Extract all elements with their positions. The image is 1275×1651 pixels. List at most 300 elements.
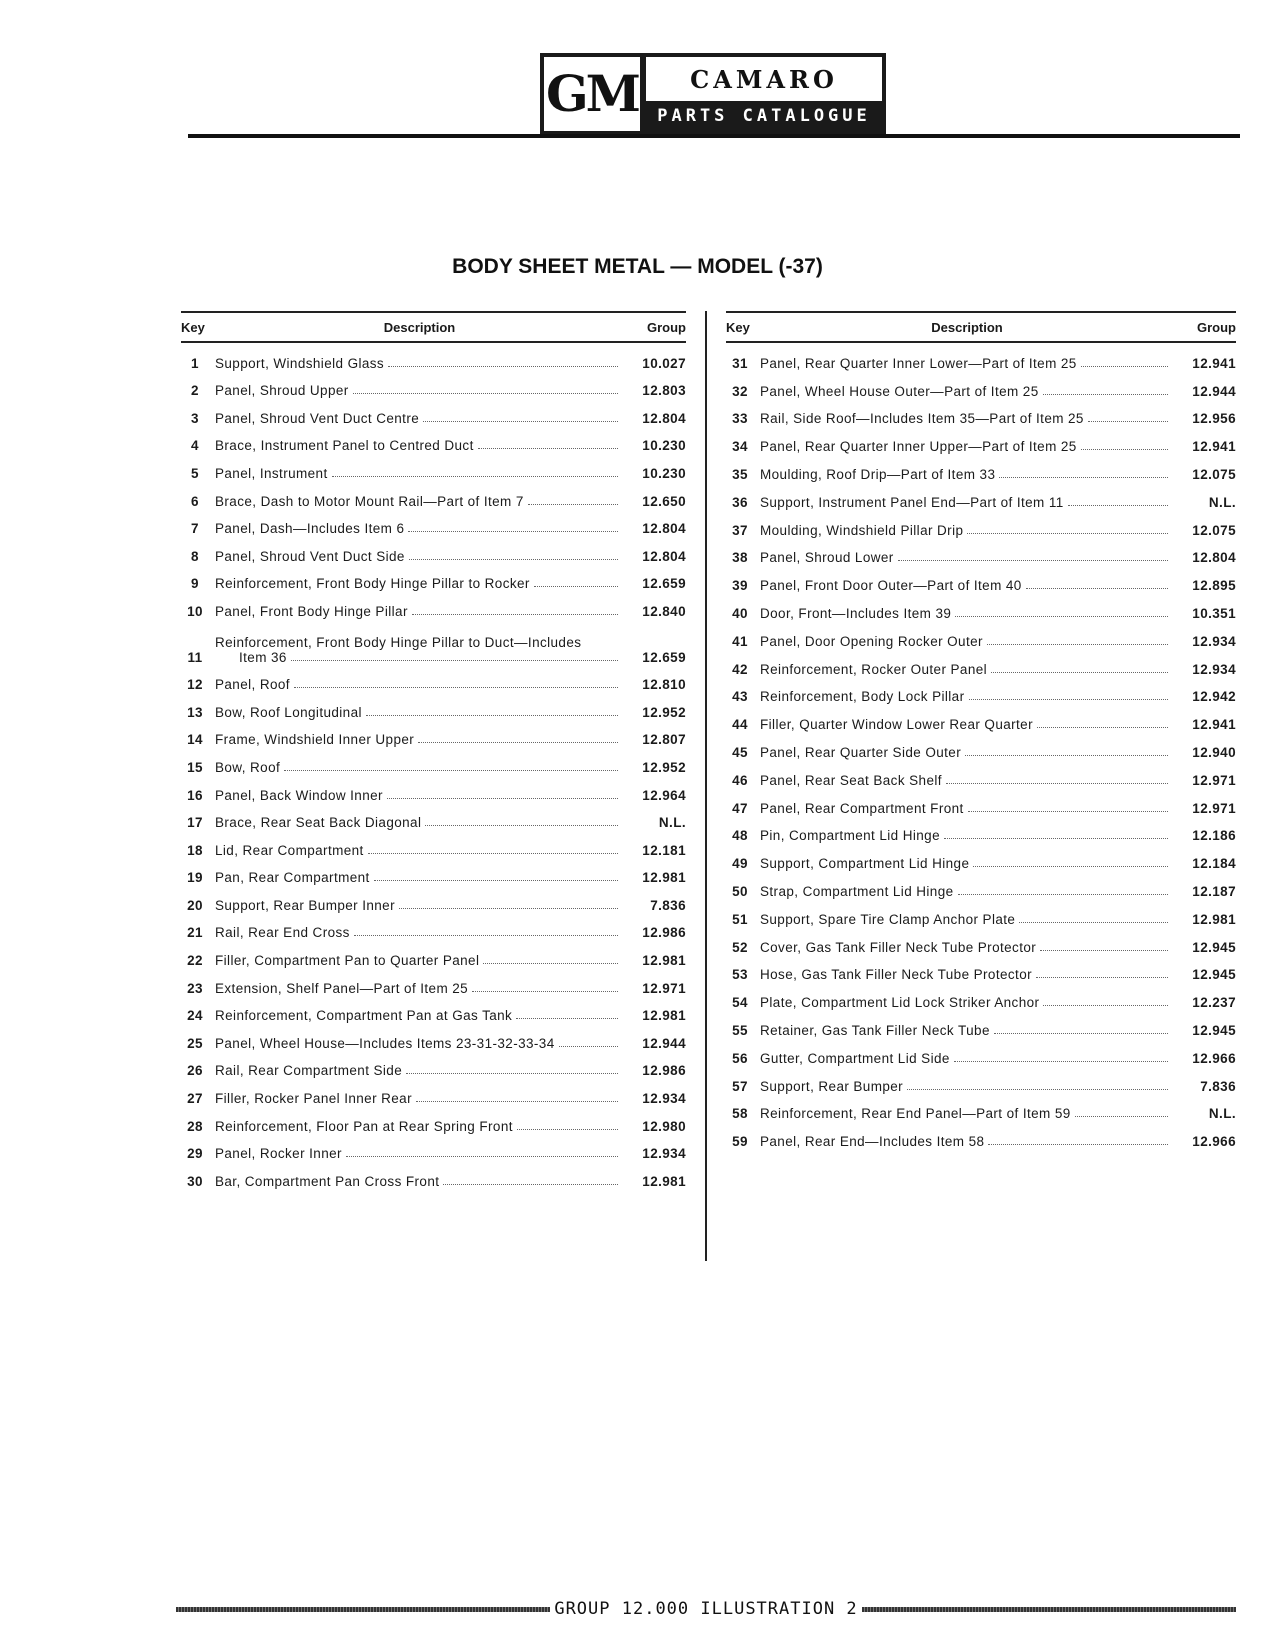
part-description [760,745,1174,760]
part-description [215,1063,624,1078]
part-description-text: Panel, Rear Quarter Inner Upper—Part of Item 25 [760,439,1077,455]
part-group: 12.803 [642,383,686,399]
part-description [760,662,1174,677]
table-row [726,816,1236,844]
part-group: 12.940 [1192,744,1236,760]
part-description-text: Reinforcement, Front Body Hinge Pillar to Rocker [215,576,530,592]
part-description [760,828,1174,843]
header-group: Group [647,319,686,335]
part-description-text: Reinforcement, Front Body Hinge Pillar to Duct—Includes [215,634,582,650]
leader-dots [483,963,618,964]
part-key: 2 [191,383,199,399]
table-row [726,621,1236,649]
gm-logo-text: GM [545,64,639,123]
part-group: 12.944 [1192,383,1236,399]
part-description [215,549,624,564]
part-group: 10.027 [642,355,686,371]
part-group: 12.971 [642,980,686,996]
table-row [726,1094,1236,1122]
table-row [726,788,1236,816]
leader-dots [478,448,618,449]
leader-dots [294,687,618,688]
part-description [760,495,1174,510]
part-key: 21 [187,925,203,941]
part-key: 22 [187,953,203,969]
catalogue-subtitle: PARTS CATALOGUE [657,106,871,126]
part-description-text: Support, Rear Bumper Inner [215,897,395,913]
leader-dots [374,880,618,881]
table-row [726,565,1236,593]
part-description [215,466,624,481]
leader-dots [388,366,618,367]
part-group: 12.187 [1192,883,1236,899]
table-row [181,940,686,968]
part-description [760,467,1174,482]
table-row [181,1106,686,1134]
part-description [215,356,624,371]
part-description [215,635,624,665]
part-group: N.L. [658,815,686,831]
table-row [726,454,1236,482]
leader-dots [968,811,1168,812]
part-group: 10.230 [642,438,686,454]
table-row [726,677,1236,705]
part-description-text: Reinforcement, Rocker Outer Panel [760,661,988,677]
header-key: Key [181,319,205,335]
part-key: 15 [187,759,203,775]
part-description-text: Hose, Gas Tank Filler Neck Tube Protector [760,967,1033,983]
part-description-text: Bar, Compartment Pan Cross Front [215,1173,440,1189]
leader-dots [291,660,618,661]
part-description-text: Rail, Rear Compartment Side [215,1063,403,1079]
table-row [726,704,1236,732]
table-row [181,509,686,537]
part-key: 31 [732,355,748,371]
part-description-text-2: Item 36 [239,649,287,665]
leader-dots [368,853,618,854]
brand-name: CAMARO [646,57,882,101]
leader-dots [366,715,618,716]
leader-dots [987,644,1168,645]
leader-dots [534,586,618,587]
part-description [215,438,624,453]
part-key: 33 [732,411,748,427]
part-description [760,634,1174,649]
part-description-text: Panel, Rear Quarter Side Outer [760,744,962,760]
table-row [181,398,686,426]
table-row [726,371,1236,399]
part-description [215,383,624,398]
part-description [760,689,1174,704]
part-description [215,576,624,591]
part-key: 18 [187,842,203,858]
part-key: 26 [187,1063,203,1079]
table-row [726,1038,1236,1066]
part-description-text: Panel, Back Window Inner [215,787,383,803]
part-key: 55 [732,1022,748,1038]
part-description-text: Support, Spare Tire Clamp Anchor Plate [760,911,1016,927]
leader-dots [353,393,618,394]
table-row [726,982,1236,1010]
part-description-text: Moulding, Roof Drip—Part of Item 33 [760,466,996,482]
table-row [726,927,1236,955]
parts-table-left [181,311,686,1189]
table-row [726,732,1236,760]
part-description [215,521,624,536]
part-description-text: Reinforcement, Body Lock Pillar [760,689,965,705]
part-description-text: Panel, Dash—Includes Item 6 [215,521,405,537]
part-key: 7 [191,521,199,537]
leader-dots [1019,922,1168,923]
part-key: 17 [187,815,203,831]
part-description-text: Bow, Roof Longitudinal [215,704,362,720]
leader-dots [999,477,1168,478]
table-row [726,760,1236,788]
part-group: 12.964 [642,787,686,803]
part-description-text: Panel, Door Opening Rocker Outer [760,633,983,649]
part-group: 12.952 [642,704,686,720]
part-group: 12.650 [642,493,686,509]
part-key: 41 [732,633,748,649]
leader-dots [994,1033,1168,1034]
part-description-text: Panel, Rear Quarter Inner Lower—Part of Item 25 [760,355,1077,371]
part-description-text: Panel, Rocker Inner [215,1146,342,1162]
footer-bar-left [176,1607,550,1612]
part-group: 12.981 [642,1008,686,1024]
part-description-text: Panel, Front Body Hinge Pillar [215,603,408,619]
leader-dots [1068,505,1168,506]
page-footer [176,1599,1236,1619]
table-row [726,843,1236,871]
leader-dots [1088,421,1168,422]
part-description [760,773,1174,788]
table-row [726,955,1236,983]
table-row [181,343,686,371]
table-row [181,564,686,592]
part-description [215,788,624,803]
footer-label: GROUP 12.000 ILLUSTRATION 2 [554,1599,858,1619]
leader-dots [406,1073,618,1074]
part-group: 12.804 [642,410,686,426]
table-body [726,343,1236,1149]
leader-dots [387,798,618,799]
table-row [726,649,1236,677]
leader-dots [418,742,618,743]
part-key: 59 [732,1134,748,1150]
part-description-text: Panel, Rear End—Includes Item 58 [760,1134,985,1150]
part-description [760,940,1174,955]
part-description [215,1036,624,1051]
leader-dots [1081,366,1168,367]
table-row [181,1134,686,1162]
leader-dots [408,531,618,532]
part-key: 44 [732,717,748,733]
part-description-text: Cover, Gas Tank Filler Neck Tube Protector [760,939,1037,955]
leader-dots [425,825,618,826]
part-key: 38 [732,550,748,566]
leader-dots [1075,1116,1168,1117]
part-description-text: Rail, Side Roof—Includes Item 35—Part of Item 25 [760,411,1084,427]
part-key: 37 [732,522,748,538]
part-group: 12.895 [1192,578,1236,594]
part-description [215,760,624,775]
table-header [726,313,1236,341]
part-group: 12.956 [1192,411,1236,427]
part-description-text: Panel, Roof [215,677,290,693]
table-row [181,692,686,720]
part-description-text: Support, Instrument Panel End—Part of Item 11 [760,494,1064,510]
part-key: 20 [187,897,203,913]
part-key: 50 [732,883,748,899]
table-row [726,593,1236,621]
table-row [181,1051,686,1079]
part-description-text: Retainer, Gas Tank Filler Neck Tube [760,1022,990,1038]
leader-dots [969,699,1169,700]
part-group: 12.810 [642,677,686,693]
part-description-text: Pan, Rear Compartment [215,870,370,886]
table-row [726,426,1236,454]
part-group: 7.836 [1200,1078,1236,1094]
part-description [215,705,624,720]
part-group: 12.941 [1192,717,1236,733]
leader-dots [1043,1005,1168,1006]
part-group: 12.981 [642,1173,686,1189]
leader-dots [1081,449,1168,450]
part-key: 6 [191,493,199,509]
leader-dots [517,1129,618,1130]
part-key: 43 [732,689,748,705]
part-key: 13 [187,704,203,720]
part-key: 49 [732,856,748,872]
leader-dots [973,866,1168,867]
part-description-text: Strap, Compartment Lid Hinge [760,883,954,899]
part-description [215,1146,624,1161]
part-group: 12.971 [1192,800,1236,816]
part-group: 12.934 [642,1146,686,1162]
part-key: 14 [187,732,203,748]
leader-dots [988,1144,1168,1145]
leader-dots [354,935,618,936]
part-description-text: Brace, Instrument Panel to Centred Duct [215,438,474,454]
part-key: 24 [187,1008,203,1024]
part-description-text: Panel, Rear Compartment Front [760,800,964,816]
part-group: 10.351 [1192,605,1236,621]
part-group: 12.941 [1192,439,1236,455]
part-group: 12.804 [1192,550,1236,566]
part-group: 12.966 [1192,1134,1236,1150]
part-key: 5 [191,465,199,481]
catalogue-logo [540,53,886,135]
leader-dots [399,908,618,909]
table-row [726,482,1236,510]
part-description-text: Extension, Shelf Panel—Part of Item 25 [215,980,469,996]
part-description-text: Panel, Shroud Vent Duct Side [215,548,405,564]
leader-dots [409,559,618,560]
part-group: N.L. [1208,494,1236,510]
leader-dots [423,421,618,422]
part-group: 12.840 [642,603,686,619]
part-group: 12.981 [1192,911,1236,927]
part-description [760,523,1174,538]
part-description [215,1119,624,1134]
part-description-text: Brace, Rear Seat Back Diagonal [215,815,422,831]
part-group: 12.181 [642,842,686,858]
part-key: 52 [732,939,748,955]
part-key: 47 [732,800,748,816]
table-row [181,1078,686,1106]
part-description [760,439,1174,454]
part-group: 12.981 [642,953,686,969]
leader-dots [346,1156,618,1157]
table-header [181,313,686,341]
part-group: 12.186 [1192,828,1236,844]
leader-dots [1026,588,1168,589]
part-group: 7.836 [650,897,686,913]
part-description-text: Panel, Instrument [215,465,328,481]
leader-dots [472,991,618,992]
leader-dots [1043,394,1168,395]
part-key: 34 [732,439,748,455]
part-description-text: Rail, Rear End Cross [215,925,350,941]
part-description [760,411,1174,426]
table-row [726,343,1236,371]
header-description: Description [931,319,1003,335]
part-key: 40 [732,605,748,621]
table-row [181,996,686,1024]
table-row [181,453,686,481]
part-description-text: Support, Windshield Glass [215,355,385,371]
leader-dots [991,672,1168,673]
part-key: 58 [732,1106,748,1122]
part-key: 4 [191,438,199,454]
parts-table-right [726,311,1236,1149]
part-group: 12.986 [642,925,686,941]
part-key: 9 [191,576,199,592]
part-description [215,1008,624,1023]
part-description-text: Support, Compartment Lid Hinge [760,856,970,872]
part-description [760,1106,1174,1121]
part-group: 12.659 [642,576,686,592]
part-description-text: Reinforcement, Floor Pan at Rear Spring Front [215,1118,513,1134]
part-description-text: Panel, Front Door Outer—Part of Item 40 [760,578,1022,594]
part-description-text: Moulding, Windshield Pillar Drip [760,522,964,538]
part-key: 54 [732,995,748,1011]
part-description [760,995,1174,1010]
part-key: 46 [732,772,748,788]
part-key: 45 [732,744,748,760]
part-group: 12.075 [1192,466,1236,482]
part-group: N.L. [1208,1106,1236,1122]
part-group: 10.230 [642,465,686,481]
part-group: 12.804 [642,521,686,537]
table-row [726,510,1236,538]
table-row [726,538,1236,566]
leader-dots [907,1089,1168,1090]
leader-dots [412,614,618,615]
part-key: 12 [187,677,203,693]
leader-dots [559,1046,618,1047]
part-group: 12.980 [642,1118,686,1134]
part-description [760,578,1174,593]
part-group: 12.942 [1192,689,1236,705]
leader-dots [958,894,1168,895]
part-description-text: Gutter, Compartment Lid Side [760,1050,950,1066]
part-group: 12.952 [642,759,686,775]
part-key: 1 [191,355,199,371]
part-description [215,494,624,509]
header-group: Group [1197,319,1236,335]
part-description-text: Panel, Shroud Upper [215,383,349,399]
part-description [760,356,1174,371]
part-description [215,732,624,747]
part-key: 51 [732,911,748,927]
part-description [215,604,624,619]
part-key: 30 [187,1173,203,1189]
part-key: 19 [187,870,203,886]
part-description-text: Panel, Shroud Lower [760,550,894,566]
leader-dots [416,1101,618,1102]
part-description-text: Panel, Wheel House—Includes Items 23-31-32-33-34 [215,1035,555,1051]
part-group: 12.659 [642,649,686,665]
header-key: Key [726,319,750,335]
leader-dots [954,1061,1168,1062]
part-description [760,384,1174,399]
part-key: 57 [732,1078,748,1094]
table-row [181,536,686,564]
table-row [726,899,1236,927]
part-description-text: Filler, Compartment Pan to Quarter Panel [215,953,480,969]
table-row [181,747,686,775]
part-description-text: Brace, Dash to Motor Mount Rail—Part of Item 7 [215,493,524,509]
gm-logo [544,57,640,131]
part-description-text: Door, Front—Includes Item 39 [760,605,952,621]
part-group: 12.807 [642,732,686,748]
header-description: Description [383,319,456,335]
part-group: 12.184 [1192,856,1236,872]
part-description-continued [215,650,624,665]
part-group: 12.075 [1192,522,1236,538]
part-key: 56 [732,1050,748,1066]
part-description-text: Plate, Compartment Lid Lock Striker Anchor [760,995,1040,1011]
part-key: 42 [732,661,748,677]
part-description [760,884,1174,899]
leader-dots [516,1018,618,1019]
part-group: 12.966 [1192,1050,1236,1066]
column-divider [705,311,707,1261]
part-group: 12.804 [642,548,686,564]
part-description [215,411,624,426]
part-description [215,843,624,858]
part-key: 29 [187,1146,203,1162]
table-row [726,871,1236,899]
part-group: 12.934 [1192,661,1236,677]
table-row [181,968,686,996]
table-row [181,619,686,665]
table-row [726,1066,1236,1094]
logo-title [646,57,882,131]
part-group: 12.944 [642,1035,686,1051]
part-description [760,606,1174,621]
table-row [726,1121,1236,1149]
table-row [181,885,686,913]
part-description-text: Lid, Rear Compartment [215,842,364,858]
part-group: 12.945 [1192,939,1236,955]
part-group: 12.945 [1192,967,1236,983]
part-description [760,717,1174,732]
part-key: 16 [187,787,203,803]
part-group: 12.237 [1192,995,1236,1011]
table-row [181,775,686,803]
